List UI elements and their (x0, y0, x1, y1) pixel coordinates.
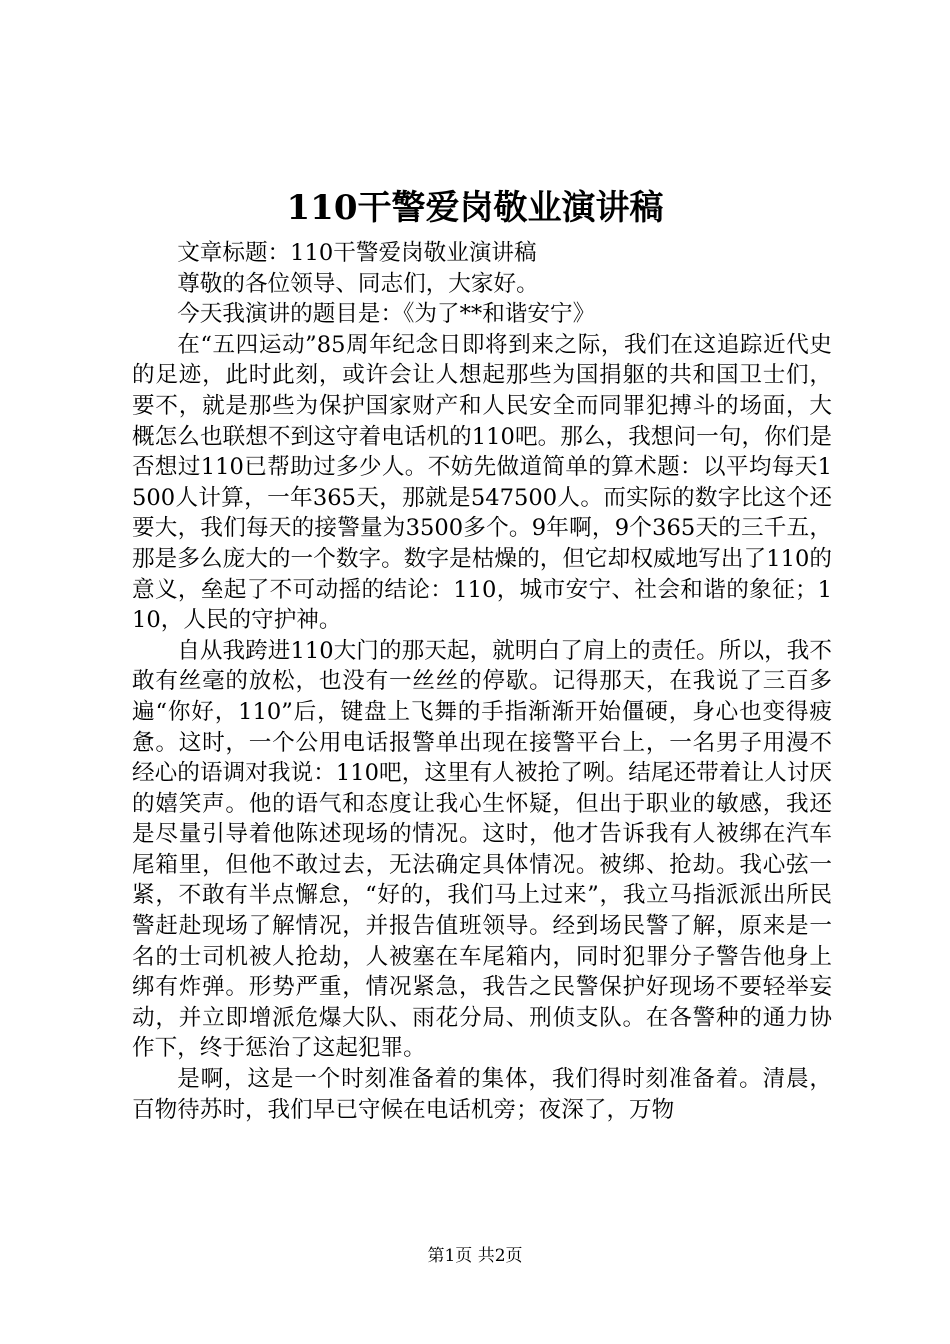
page-number-footer: 第1页 共2页 (427, 1246, 523, 1266)
paragraph-body-3: 是啊，这是一个时刻准备着的集体，我们得时刻准备着。清晨，百物待苏时，我们早已守候在电话机旁；夜深了，万物 (132, 1066, 832, 1123)
paragraph-article-title: 文章标题：110干警爱岗敬业演讲稿 (177, 240, 537, 266)
paragraph-body-1: 在“五四运动”85周年纪念日即将到来之际，我们在这追踪近代史的足迹，此时此刻，或许会让人想起那些为国捐躯的共和国卫士们，要不，就是那些为保护国家财产和人民安全而同罪犯搏斗的场面，大概怎么也联想不到这守着电话机的110吧。那么，我想问一句，你们是否想过110已帮助过多少人。不妨先做道简单的算术题：以平均每天1500人计算，一年365天，那就是547500人。而实际的数字比这个还要大，我们每天的接警量为3500多个。9年啊，9个365天的三千五，那是多么庞大的一个数字。数字是枯燥的，但它却权威地写出了110的意义，垒起了不可动摇的结论：110，城市安宁、社会和谐的象征；110，人民的守护神。 (132, 331, 832, 634)
paragraph-body-2: 自从我跨进110大门的那天起，就明白了肩上的责任。所以，我不敢有丝毫的放松，也没有一丝丝的停歇。记得那天，在我说了三百多遍“你好，110”后，键盘上飞舞的手指渐渐开始僵硬，身心也变得疲惫。这时，一个公用电话报警单出现在接警平台上，一名男子用漫不经心的语调对我说：110吧，这里有人被抢了咧。结尾还带着让人讨厌的嬉笑声。他的语气和态度让我心生怀疑，但出于职业的敏感，我还是尽量引导着他陈述现场的情况。这时，他才告诉我有人被绑在汽车尾箱里，但他不敢过去，无法确定具体情况。被绑、抢劫。我心弦一紧，不敢有半点懈怠，“好的，我们马上过来”，我立马指派派出所民警赶赴现场了解情况，并报告值班领导。经到场民警了解，原来是一名的士司机被人抢劫，人被塞在车尾箱内，同时犯罪分子警告他身上绑有炸弹。形势严重，情况紧急，我告之民警保护好现场不要轻举妄动，并立即增派危爆大队、雨花分局、刑侦支队。在各警种的通力协作下，终于惩治了这起犯罪。 (132, 637, 832, 1062)
document-title: 110干警爱岗敬业演讲稿 (286, 188, 664, 228)
document-body (132, 238, 832, 1125)
paragraph-speech-topic: 今天我演讲的题目是：《为了**和谐安宁》 (177, 301, 596, 328)
paragraph-greeting: 尊敬的各位领导、同志们，大家好。 (177, 270, 539, 297)
